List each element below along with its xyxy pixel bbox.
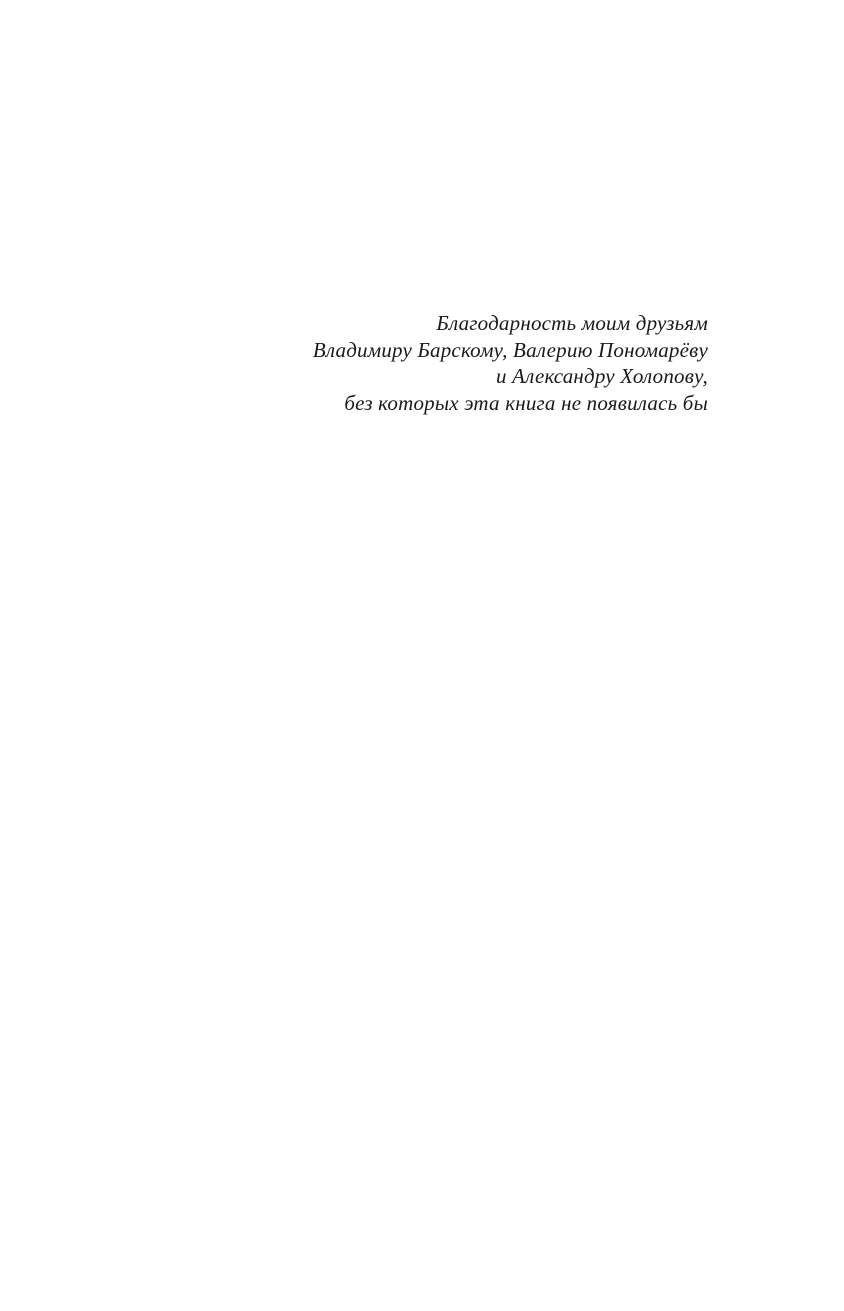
dedication-line-2: Владимиру Барскому, Валерию Пономарёву (312, 337, 708, 362)
dedication-block (100, 310, 708, 416)
dedication-line-3: и Александру Холопову, (495, 364, 708, 388)
dedication-line-4: без которых эта книга не появилась бы (344, 390, 708, 415)
dedication-line-1: Благодарность моим друзьям (436, 311, 708, 335)
